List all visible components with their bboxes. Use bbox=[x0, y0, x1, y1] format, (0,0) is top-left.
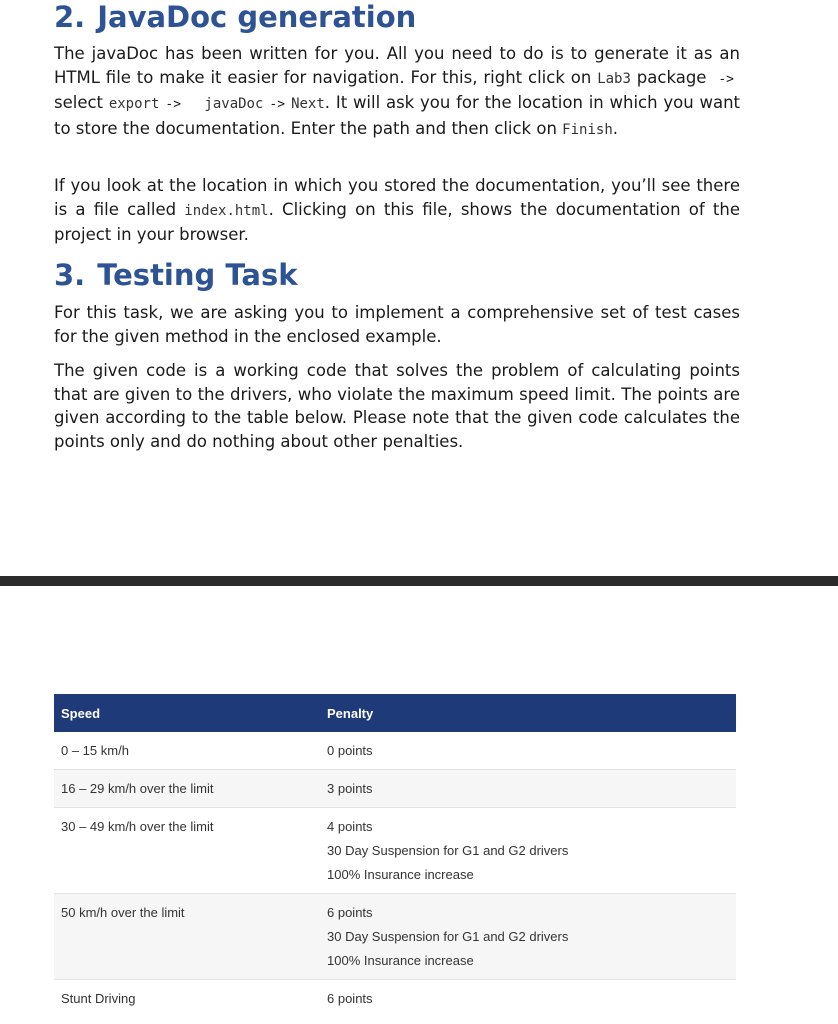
table-row bbox=[54, 980, 736, 1018]
table-row bbox=[54, 808, 736, 894]
cell-speed: Stunt Driving bbox=[61, 991, 136, 1006]
arrow-text: -> bbox=[718, 71, 735, 87]
arrow-text: -> bbox=[165, 97, 182, 112]
cell-speed: 0 – 15 km/h bbox=[61, 743, 129, 758]
section-title: JavaDoc generation bbox=[97, 0, 417, 34]
arrow-text: -> bbox=[269, 97, 286, 112]
code-export: export bbox=[108, 96, 160, 112]
section-title: Testing Task bbox=[97, 258, 298, 292]
code-lab3: Lab3 bbox=[597, 70, 631, 87]
javadoc-paragraph-2: If you look at the location in which you stored the documentation, you’ll see there is a file called index.html. Clicking on this file, shows the documentation of the project in your browser. bbox=[54, 176, 740, 244]
section-heading-javadoc bbox=[54, 0, 416, 34]
cell-penalty: 3 points bbox=[327, 781, 373, 796]
header-penalty: Penalty bbox=[327, 705, 374, 721]
penalty-table bbox=[54, 694, 736, 1018]
section-heading-testing bbox=[54, 258, 298, 292]
cell-penalty: 6 points bbox=[327, 991, 373, 1006]
code-index-html: index.html bbox=[184, 202, 269, 219]
table-header bbox=[54, 694, 736, 732]
cell-speed: 30 – 49 km/h over the limit bbox=[61, 819, 214, 834]
cell-penalty: 0 points bbox=[327, 743, 373, 758]
testing-paragraph-1: For this task, we are asking you to implement a comprehensive set of test cases for the given method in the enclosed example. bbox=[54, 303, 740, 346]
javadoc-paragraph-1: The javaDoc has been written for you. All you need to do is to generate it as an HTML file to make it easier for navigation. For this, right click on Lab3 package -> select export -> javaDoc -> Next. It will ask you for the location in which you want to store the documentation. Enter the path and then click on Finish. bbox=[54, 44, 740, 138]
cell-penalty: 6 points 30 Day Suspension for G1 and G2 drivers 100% Insurance increase bbox=[327, 905, 569, 968]
section-number: 3. bbox=[54, 258, 86, 292]
table-row bbox=[54, 770, 736, 808]
table-row bbox=[54, 894, 736, 980]
cell-penalty: 4 points 30 Day Suspension for G1 and G2 drivers 100% Insurance increase bbox=[327, 819, 569, 882]
table-row bbox=[54, 732, 736, 770]
cell-speed: 16 – 29 km/h over the limit bbox=[61, 781, 214, 796]
page-divider bbox=[0, 576, 838, 586]
code-next: Next bbox=[291, 96, 325, 112]
cell-speed: 50 km/h over the limit bbox=[61, 905, 185, 920]
code-javadoc: javaDoc bbox=[204, 96, 264, 112]
code-finish: Finish bbox=[562, 121, 613, 138]
header-speed: Speed bbox=[61, 705, 101, 721]
testing-paragraph-2: The given code is a working code that solves the problem of calculating points that are given to the drivers, who violate the maximum speed limit. The points are given according to the table below. Please note that the given code calculates the points only and do nothing about other penalties. bbox=[54, 361, 740, 451]
section-number: 2. bbox=[54, 0, 86, 34]
